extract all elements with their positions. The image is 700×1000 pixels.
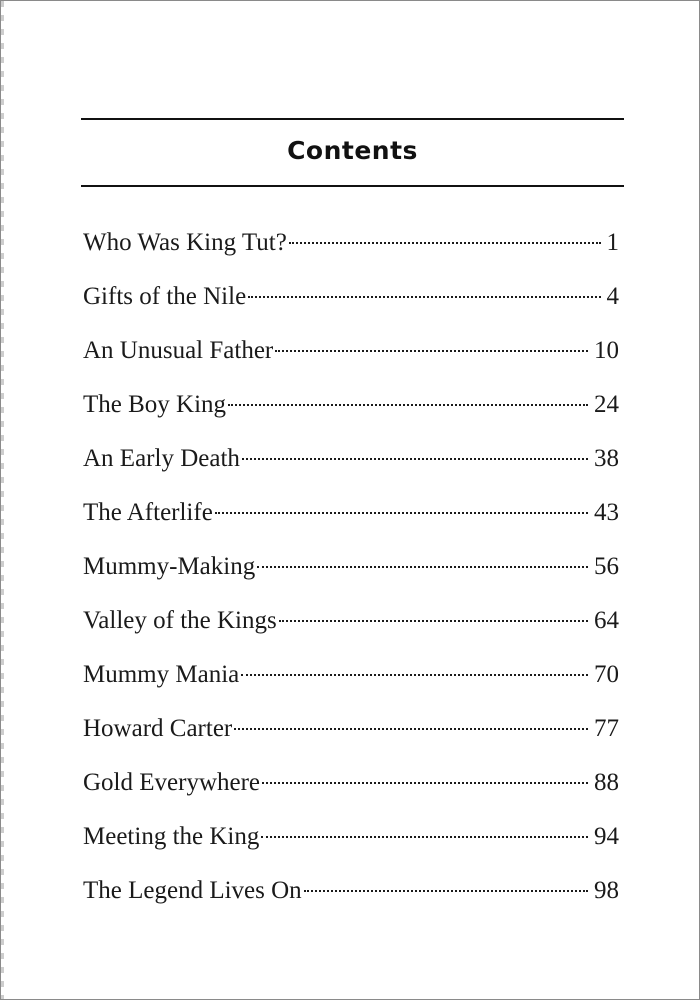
toc-entry <box>83 653 619 707</box>
dot-leader <box>228 404 588 406</box>
toc-entry <box>83 329 619 383</box>
toc-entry-page: 38 <box>594 445 619 472</box>
toc-entry-page: 70 <box>594 661 619 688</box>
toc-entry <box>83 815 619 869</box>
toc-entry <box>83 221 619 275</box>
toc-entry <box>83 869 619 923</box>
dot-leader <box>304 890 588 892</box>
bottom-rule <box>81 185 624 187</box>
top-rule <box>81 118 624 120</box>
table-of-contents <box>83 221 619 923</box>
toc-entry <box>83 383 619 437</box>
dot-leader <box>275 350 588 352</box>
toc-entry <box>83 545 619 599</box>
dot-leader <box>242 458 588 460</box>
toc-entry-title: An Early Death <box>83 445 240 472</box>
toc-entry-title: The Boy King <box>83 391 227 418</box>
toc-entry-page: 88 <box>594 769 619 796</box>
dot-leader <box>215 512 588 514</box>
dot-leader <box>241 674 588 676</box>
toc-entry <box>83 707 619 761</box>
toc-entry-title: Mummy Mania <box>83 661 240 688</box>
dot-leader <box>257 566 588 568</box>
toc-entry-title: Mummy-Making <box>83 553 256 580</box>
dot-leader <box>289 242 601 244</box>
toc-entry-page: 4 <box>606 283 619 310</box>
toc-entry-page: 56 <box>594 553 619 580</box>
toc-entry-title: The Legend Lives On <box>83 877 302 904</box>
page-title: Contents <box>287 136 418 165</box>
toc-entry-title: Gold Everywhere <box>83 769 261 796</box>
toc-entry-title: Valley of the Kings <box>83 607 277 634</box>
toc-entry-page: 94 <box>594 823 619 850</box>
toc-entry-title: Meeting the King <box>83 823 260 850</box>
toc-entry-title: The Afterlife <box>83 499 213 526</box>
toc-entry-page: 1 <box>606 229 619 256</box>
dot-leader <box>279 620 588 622</box>
toc-entry <box>83 437 619 491</box>
dot-leader <box>262 782 588 784</box>
toc-entry <box>83 491 619 545</box>
toc-entry-title: Who Was King Tut? <box>83 229 287 256</box>
toc-entry-title: Gifts of the Nile <box>83 283 247 310</box>
toc-entry <box>83 761 619 815</box>
page-spine-edge <box>1 1 4 999</box>
dot-leader <box>234 728 588 730</box>
toc-entry <box>83 275 619 329</box>
toc-entry-title: An Unusual Father <box>83 337 274 364</box>
toc-entry-page: 10 <box>594 337 619 364</box>
toc-entry-page: 77 <box>594 715 619 742</box>
toc-entry-title: Howard Carter <box>83 715 233 742</box>
toc-entry-page: 98 <box>594 877 619 904</box>
dot-leader <box>261 836 588 838</box>
dot-leader <box>248 296 600 298</box>
toc-entry-page: 64 <box>594 607 619 634</box>
toc-entry <box>83 599 619 653</box>
toc-entry-page: 43 <box>594 499 619 526</box>
toc-entry-page: 24 <box>594 391 619 418</box>
